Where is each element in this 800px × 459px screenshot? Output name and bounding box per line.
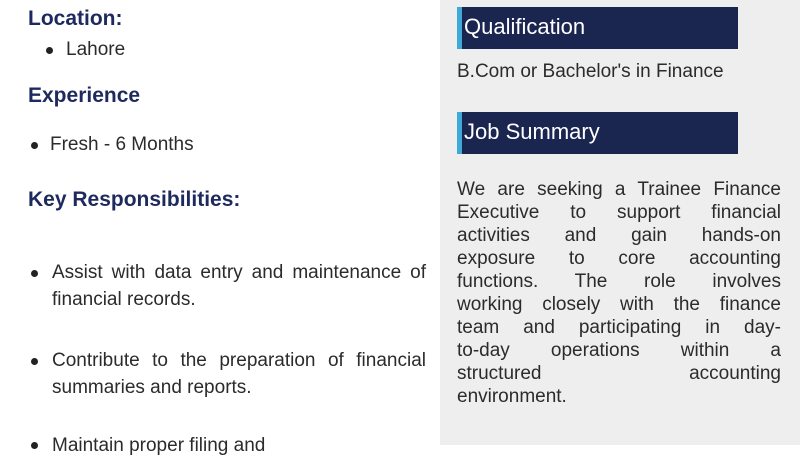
summary-line: to-day operations within a: [457, 340, 781, 361]
responsibilities-heading: Key Responsibilities:: [28, 188, 241, 211]
responsibility-item: Contribute to the preparation of financial summaries and reports.: [52, 350, 426, 398]
job-summary-heading: Job Summary: [457, 112, 738, 154]
bullet-icon: [31, 442, 38, 449]
responsibility-item: Assist with data entry and maintenance of financial records.: [52, 262, 426, 310]
responsibility-item: Maintain proper filing and: [52, 435, 266, 456]
bullet-icon: [46, 47, 53, 54]
summary-line: exposure to core accounting: [457, 248, 781, 269]
job-summary-text: [457, 178, 781, 408]
summary-line: functions. The role involves: [457, 271, 781, 292]
qualification-text: B.Com or Bachelor's in Finance: [457, 61, 724, 82]
experience-heading: Experience: [28, 84, 141, 107]
summary-line: working closely with the finance: [457, 294, 781, 315]
qualification-heading: Qualification: [457, 7, 738, 49]
bullet-icon: [31, 358, 38, 365]
location-heading: Location:: [28, 7, 123, 30]
summary-line: We are seeking a Trainee Finance: [457, 179, 781, 200]
experience-item: Fresh - 6 Months: [50, 134, 194, 155]
bullet-icon: [31, 270, 38, 277]
location-item: Lahore: [66, 39, 126, 60]
summary-line: environment.: [457, 386, 567, 407]
summary-line: Executive to support financial: [457, 202, 781, 223]
summary-line: team and participating in day-: [457, 317, 781, 338]
bullet-icon: [31, 142, 38, 149]
summary-line: activities and gain hands-on: [457, 225, 781, 246]
summary-line: structured accounting: [457, 363, 781, 384]
